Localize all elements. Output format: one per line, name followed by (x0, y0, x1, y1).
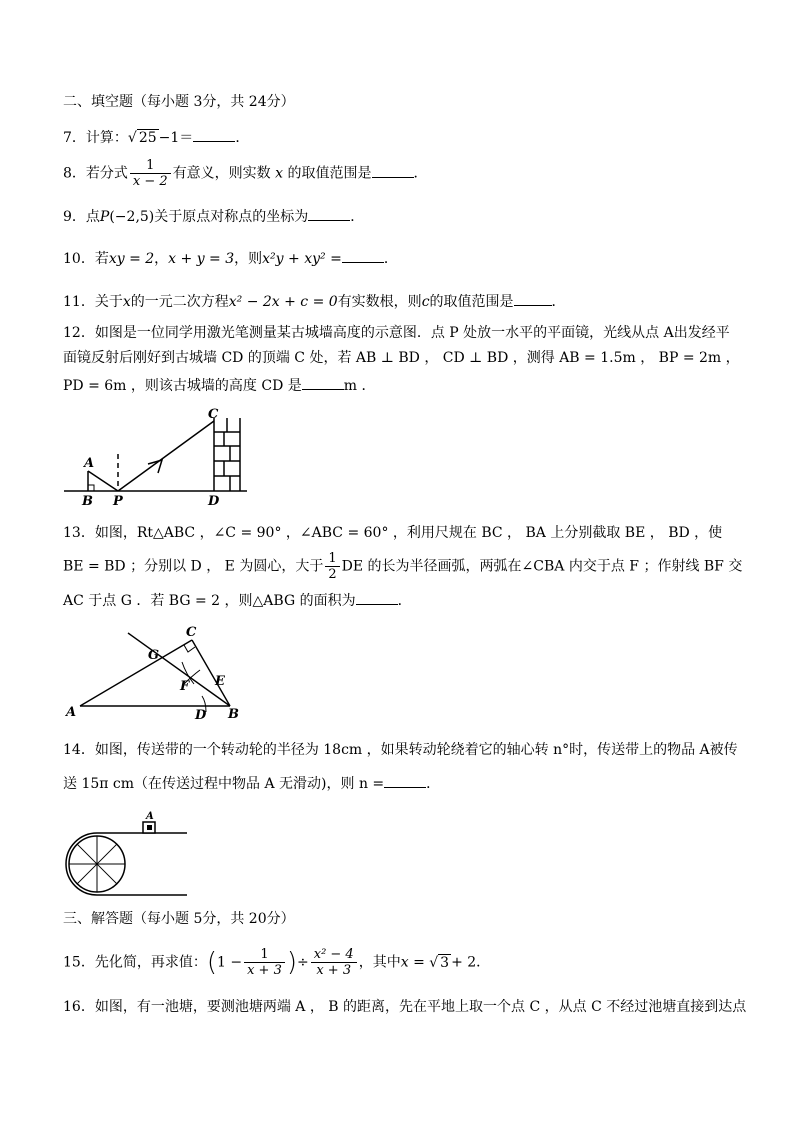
label-b: B (82, 494, 93, 508)
wheel-spokes (69, 836, 125, 892)
figure-laser-wall (60, 406, 250, 508)
answer-blank-10[interactable] (342, 248, 384, 263)
fraction-half: $\frac{1}{2}$ (325, 551, 339, 582)
answer-blank-8[interactable] (372, 163, 414, 178)
side-cb (192, 640, 230, 706)
question-12-line-1: 12．如图是一位同学用激光笔测量某古城墙高度的示意图．点 P 处放一水平的平面镜，光线从点 A出发经平 (63, 325, 730, 341)
label-c: C (208, 407, 219, 422)
label-e: E (215, 674, 225, 689)
ray-ap (88, 471, 118, 491)
item-a-core (147, 825, 152, 830)
label-c: C (186, 625, 197, 640)
question-10: 10．若xy = 2，x + y = 3，则x²y + xy² = ． (63, 248, 398, 269)
question-16-line-1: 16．如图，有一池塘，要测池塘两端 A ， B 的距离，先在平地上取一个点 C ，从点 C 不经过池塘直接到达点 (63, 999, 747, 1015)
sqrt-symbol: √ 25 (127, 130, 157, 146)
label-a: A (146, 811, 154, 822)
answer-blank-9[interactable] (308, 206, 350, 221)
section-title-solutions: 三、解答题（每小题 5分，共 20分） (63, 911, 295, 927)
question-13-line-1: 13．如图，Rt△ABC ，∠C = 90° ，∠ABC = 60° ，利用尺规在 BC ， BA 上分别截取 BE ， BD ，使 (63, 525, 723, 541)
answer-blank-7[interactable] (193, 127, 235, 142)
section-title-fill-in: 二、填空题（每小题 3分，共 24分） (63, 94, 295, 110)
fraction: $\frac{1}{x - 2}$ (130, 158, 171, 189)
answer-blank-14[interactable] (384, 773, 426, 788)
right-angle-c (184, 645, 195, 652)
label-b: B (228, 707, 239, 722)
question-8: 8．若分式 $\frac{1}{x - 2}$ 有意义，则实数 x 的取值范围是 ． (63, 158, 428, 189)
answer-blank-12[interactable] (302, 375, 344, 390)
answer-blank-11[interactable] (514, 291, 552, 306)
right-angle-b (88, 485, 94, 491)
label-d: D (208, 494, 220, 508)
question-12-line-2: 面镜反射后刚好到古城墙 CD 的顶端 C 处，若 AB ⊥ BD ， CD ⊥ BD ，测得 AB = 1.5m ， BP = 2m ， (63, 350, 740, 366)
question-13-line-3: AC 于点 G ．若 BG = 2 ，则△ABG 的面积为 ． (63, 590, 412, 611)
label-p: P (113, 494, 123, 508)
arrow-head (148, 460, 162, 473)
question-12-line-3: PD = 6m ，则该古城墙的高度 CD 是 m ． (63, 375, 375, 396)
figure-triangle-abc (60, 622, 250, 722)
label-d: D (195, 708, 207, 722)
question-13-line-2: BE = BD ；分别以 D ， E 为圆心，大于 $\frac{1}{2}$ DE 的长为半径画弧，两弧在∠CBA 内交于点 F ；作射线 BF 交 (63, 551, 743, 582)
question-14-line-1: 14．如图，传送带的一个转动轮的半径为 18cm ，如果转动轮绕着它的轴心转 n°时，传送带上的物品 A被传 (63, 742, 738, 758)
label-a: A (84, 456, 95, 471)
answer-blank-13[interactable] (356, 590, 398, 605)
question-14-line-2: 送 15π cm（在传送过程中物品 A 无滑动)，则 n = ． (63, 773, 440, 794)
side-ac (80, 640, 192, 706)
figure-conveyor (62, 808, 192, 904)
label-a: A (66, 705, 77, 720)
brick-wall (214, 418, 240, 491)
question-11: 11．关于x的一元二次方程x² − 2x + c = 0有实数根，则c的取值范围是 ． (63, 291, 566, 312)
question-9: 9．点P(−2,5)关于原点对称点的坐标为 ． (63, 206, 364, 227)
question-15: 15．先化简，再求值：(1 − $\frac{1}{x + 3}$ )÷ $\frac{\text{x² − 4}}{x + 3}$ ，其中x = √ 3 + 2． (63, 947, 491, 978)
label-g: G (148, 648, 160, 663)
ray-pc (118, 421, 214, 491)
question-7: 7．计算：√ 25 −1＝ ． (63, 127, 249, 148)
label-f: F (180, 679, 190, 694)
